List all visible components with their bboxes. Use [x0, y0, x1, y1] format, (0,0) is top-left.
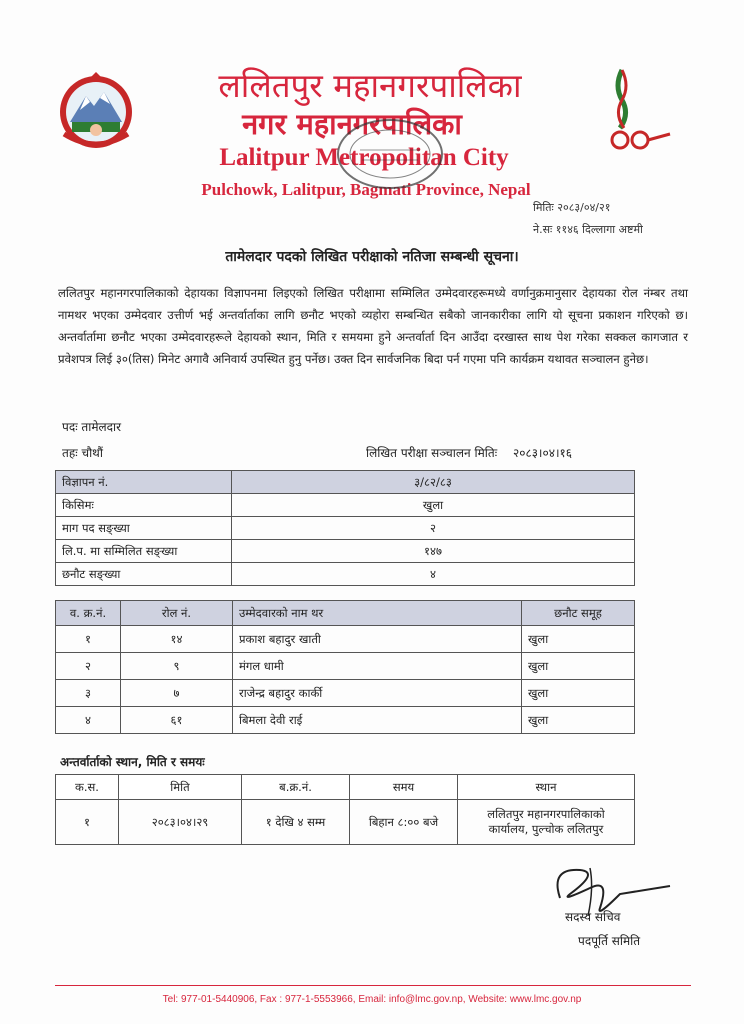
cell-serial: १: [56, 626, 121, 653]
info-value: १४७: [232, 540, 635, 563]
table-row: [56, 680, 635, 707]
org-address: Pulchowk, Lalitpur, Bagmati Province, Nepal: [201, 180, 531, 199]
table-row: [56, 517, 635, 540]
signatory-title: सदस्य सचिव: [565, 910, 621, 924]
cell-serial: १: [56, 800, 119, 845]
office-stamp-icon: [330, 114, 450, 194]
col-time: समय: [350, 775, 458, 800]
level-label: तहः चौथौं: [62, 446, 103, 460]
table-row: [56, 563, 635, 586]
cell-name: प्रकाश बहादुर खाती: [233, 626, 522, 653]
exam-date-line: [366, 444, 572, 461]
footer-contact: Tel: 977-01-5440906, Fax : 977-1-5553966, Email: info@lmc.gov.np, Website: www.lmc.gov.np: [162, 994, 582, 1005]
advertisement-info-table: [55, 470, 635, 586]
exam-date-value: २०८३।०४।१६: [512, 446, 572, 460]
cell-name: राजेन्द्र बहादुर कार्की: [233, 680, 522, 707]
info-label: छनौट सङ्ख्या: [56, 563, 232, 586]
col-date: मिति: [119, 775, 242, 800]
table-row: [56, 626, 635, 653]
table-row: [56, 653, 635, 680]
col-roll: रोल नं.: [121, 601, 233, 626]
interview-section-title: अन्तर्वार्ताको स्थान, मिति र समयः: [60, 755, 205, 769]
cell-roll: ६१: [121, 707, 233, 734]
table-header-row: [56, 775, 635, 800]
selected-candidates-table: [55, 600, 635, 734]
sub-name-np: नगर महानगरपालिका: [242, 107, 462, 141]
cell-time: बिहान ८:०० बजे: [350, 800, 458, 845]
org-name-np: ललितपुर महानगरपालिका: [218, 66, 522, 105]
col-name: उम्मेदवारको नाम थर: [233, 601, 522, 626]
exam-date-label: लिखित परीक्षा सञ्चालन मितिः: [366, 446, 498, 460]
table-header-row: [56, 601, 635, 626]
col-place: स्थान: [458, 775, 635, 800]
info-value: ४: [232, 563, 635, 586]
notice-body: ललितपुर महानगरपालिकाको देहायका विज्ञापनमा लिइएको लिखित परीक्षामा सम्मिलित उम्मेदवारहरूमध्ये वर्णानुक्रमानुसार देहायका रोल नंम्बर तथा नामथर भएका उम्मेदवार उत्तीर्ण भई अन्तर्वार्ताका लागि छनौट भएको व्यहोरा सम्बन्धित सबैको जानकारीका लागि यो सूचना प्रकाशन गरिएको छ। अन्तर्वार्तामा छनौट भएका उम्मेदवारहरूले देहायको स्थान, मिति र समयमा हुने अन्तर्वार्ता दिन आउँदा दरखास्त साथ पेश गरेका सक्कल कागजात र प्रवेशपत्र लिई ३०(तिस) मिनेट अगावै अनिवार्य उपस्थित हुनु पर्नेछ। उक्त दिन सार्वजनिक बिदा पर्न गएमा पनि कार्यक्रम यथावत सञ्चालन हुनेछ।: [58, 286, 688, 366]
table-row: [56, 494, 635, 517]
info-label: माग पद सङ्ख्या: [56, 517, 232, 540]
table-row: [56, 707, 635, 734]
cell-date: २०८३।०४।२९: [119, 800, 242, 845]
cell-place: [458, 800, 635, 845]
info-value: खुला: [232, 494, 635, 517]
org-name-en: Lalitpur Metropolitan City: [219, 144, 509, 171]
cell-roll: ७: [121, 680, 233, 707]
post-label: पदः तामेलदार: [62, 420, 122, 434]
info-label: किसिमः: [56, 494, 232, 517]
footer-divider: [55, 985, 691, 986]
cell-serial: ३: [56, 680, 121, 707]
place-line-2: कार्यालय, पुल्चोक ललितपुर: [488, 822, 604, 836]
cell-group: खुला: [522, 653, 635, 680]
cell-name: बिमला देवी राई: [233, 707, 522, 734]
cell-serial: ४: [56, 707, 121, 734]
cell-group: खुला: [522, 680, 635, 707]
signatory-committee: पदपूर्ति समिति: [578, 934, 641, 948]
notice-date: मितिः २०८३/०४/२१: [533, 201, 611, 214]
cell-serial: २: [56, 653, 121, 680]
place-line-1: ललितपुर महानगरपालिकाको: [487, 807, 605, 821]
info-label: लि.प. मा सम्मिलित सङ्ख्या: [56, 540, 232, 563]
cell-range: १ देखि ४ सम्म: [242, 800, 350, 845]
table-row: [56, 471, 635, 494]
col-group: छनौट समूह: [522, 601, 635, 626]
cell-roll: ९: [121, 653, 233, 680]
interview-schedule-table: [55, 774, 635, 845]
info-value: ३/८२/८३: [232, 471, 635, 494]
col-serial: क.स.: [56, 775, 119, 800]
col-serial: व. क्र.नं.: [56, 601, 121, 626]
cell-group: खुला: [522, 626, 635, 653]
reference-number: ने.सः ११४६ दिल्लागा अष्टमी: [533, 223, 643, 236]
notice-title: तामेलदार पदको लिखित परीक्षाको नतिजा सम्बन्धी सूचना।: [225, 249, 519, 265]
cell-name: मंगल धामी: [233, 653, 522, 680]
info-label: विज्ञापन नं.: [56, 471, 232, 494]
info-value: २: [232, 517, 635, 540]
cell-group: खुला: [522, 707, 635, 734]
col-range: ब.क्र.नं.: [242, 775, 350, 800]
table-row: [56, 800, 635, 845]
cell-roll: १४: [121, 626, 233, 653]
table-row: [56, 540, 635, 563]
